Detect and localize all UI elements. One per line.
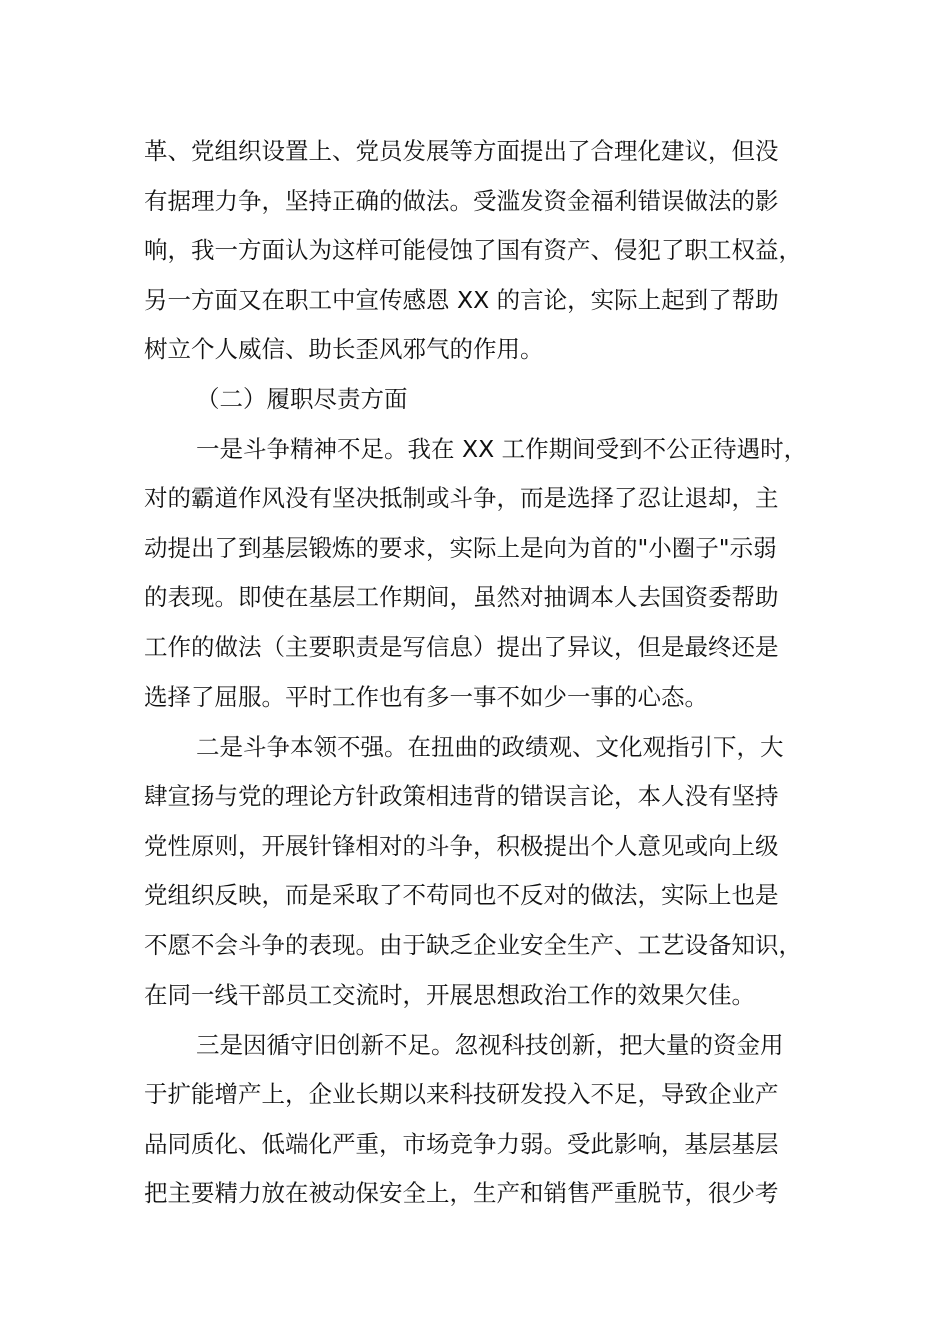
body-text-line: 对的霸道作风没有坚决抵制或斗争，而是选择了忍让退却，主 [144,484,779,512]
body-text-line: 选择了屈服。平时工作也有多一事不如少一事的心态。 [144,683,708,711]
body-text-line: 的表现。即使在基层工作期间，虽然对抽调本人去国资委帮助 [144,583,779,611]
section-heading: （二）履职尽责方面 [196,385,408,413]
body-text-line: 树立个人威信、助长歪风邪气的作用。 [144,335,544,363]
body-text-line: 品同质化、低端化严重，市场竞争力弱。受此影响，基层基层 [144,1130,779,1158]
body-text-line: 把主要精力放在被动保安全上，生产和销售严重脱节，很少考 [144,1179,779,1207]
body-text-line: 另一方面又在职工中宣传感恩 XX 的言论，实际上起到了帮助 [144,286,779,314]
body-text-line: 于扩能增产上，企业长期以来科技研发投入不足，导致企业产 [144,1080,779,1108]
body-text-line: 革、党组织设置上、党员发展等方面提出了合理化建议，但没 [144,137,779,165]
paragraph-first-line: 三是因循守旧创新不足。忽视科技创新，把大量的资金用 [196,1031,784,1059]
paragraph-first-line: 二是斗争本领不强。在扭曲的政绩观、文化观指引下，大 [196,733,784,761]
body-text-line: 不愿不会斗争的表现。由于缺乏企业安全生产、工艺设备知识， [144,931,802,959]
body-text-line: 党组织反映，而是采取了不苟同也不反对的做法，实际上也是 [144,881,779,909]
body-text-line: 肆宣扬与党的理论方针政策相违背的错误言论，本人没有坚持 [144,782,779,810]
body-text-line: 工作的做法（主要职责是写信息）提出了异议，但是最终还是 [144,633,779,661]
body-text-line: 响，我一方面认为这样可能侵蚀了国有资产、侵犯了职工权益， [144,236,802,264]
body-text-line: 动提出了到基层锻炼的要求，实际上是向为首的"小圈子"示弱 [144,534,777,562]
body-text-line: 在同一线干部员工交流时，开展思想政治工作的效果欠佳。 [144,981,755,1009]
paragraph-first-line: 一是斗争精神不足。我在 XX 工作期间受到不公正待遇时， [196,435,808,463]
body-text-line: 党性原则，开展针锋相对的斗争，积极提出个人意见或向上级 [144,832,779,860]
body-text-line: 有据理力争，坚持正确的做法。受滥发资金福利错误做法的影 [144,187,779,215]
